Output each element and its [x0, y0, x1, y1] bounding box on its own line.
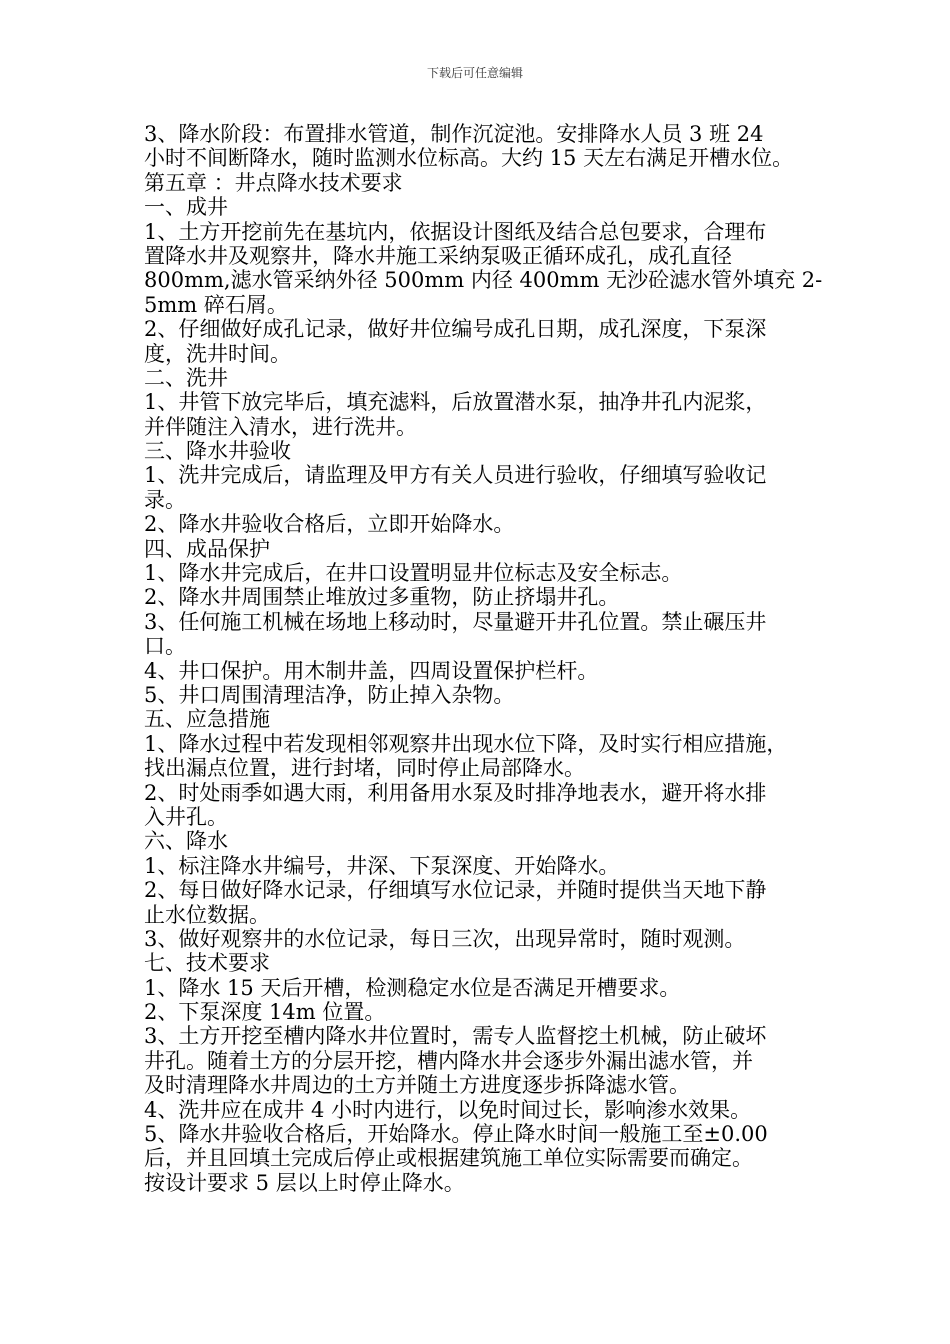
text-line: 1、土方开挖前先在基坑内，依据设计图纸及结合总包要求，合理布: [144, 219, 767, 244]
text-line: 5、降水井验收合格后，开始降水。停止降水时间一般施工至±0.00: [144, 1122, 768, 1147]
text-line: 4、洗井应在成井 4 小时内进行，以免时间过长，影响渗水效果。: [144, 1097, 752, 1122]
text-line: 2、仔细做好成孔记录，做好井位编号成孔日期，成孔深度，下泵深: [144, 317, 767, 342]
section-heading: 六、降水: [144, 829, 228, 854]
text-line: 1、降水井完成后，在井口设置明显井位标志及安全标志。: [144, 561, 683, 586]
text-line: 按设计要求 5 层以上时停止降水。: [144, 1170, 465, 1195]
text-line: 井孔。随着土方的分层开挖，槽内降水井会逐步外漏出滤水管，并: [144, 1048, 753, 1073]
text-line: 2、时处雨季如遇大雨，利用备用水泵及时排净地表水，避开将水排: [144, 780, 767, 805]
text-line: 1、标注降水井编号，井深、下泵深度、开始降水。: [144, 853, 620, 878]
text-line: 及时清理降水井周边的土方并随土方进度逐步拆降滤水管。: [144, 1073, 690, 1098]
text-line: 1、井管下放完毕后，填充滤料，后放置潜水泵，抽净井孔内泥浆，: [144, 390, 767, 415]
document-body: [144, 122, 824, 1195]
text-line: 置降水井及观察井，降水井施工采纳泵吸正循环成孔，成孔直径: [144, 243, 732, 268]
text-line: 入井孔。: [144, 804, 228, 829]
chapter-heading: 第五章 ：井点降水技术要求: [144, 170, 403, 195]
text-line: 5mm 碎石屑。: [144, 292, 288, 317]
text-line: 小时不间断降水，随时监测水位标高。大约 15 天左右满足开槽水位。: [144, 146, 794, 171]
text-line: 2、降水井周围禁止堆放过多重物，防止挤塌井孔。: [144, 585, 620, 610]
text-line: 3、任何施工机械在场地上移动时，尽量避开井孔位置。禁止碾压井: [144, 609, 767, 634]
section-heading: 三、降水井验收: [144, 439, 291, 464]
text-line: 并伴随注入清水，进行洗井。: [144, 414, 417, 439]
text-line: 止水位数据。: [144, 902, 270, 927]
text-line: 1、降水 15 天后开槽，检测稳定水位是否满足开槽要求。: [144, 975, 681, 1000]
text-line: 2、每日做好降水记录，仔细填写水位记录，并随时提供当天地下静: [144, 878, 767, 903]
section-heading: 七、技术要求: [144, 951, 270, 976]
text-line: 3、做好观察井的水位记录，每日三次，出现异常时，随时观测。: [144, 926, 746, 951]
text-line: 3、降水阶段：布置排水管道，制作沉淀池。安排降水人员 3 班 24: [144, 122, 764, 146]
section-heading: 二、洗井: [144, 365, 228, 390]
section-heading: 五、应急措施: [144, 707, 270, 732]
text-line: 1、降水过程中若发现相邻观察井出现水位下降，及时实行相应措施，: [144, 731, 788, 756]
section-heading: 四、成品保护: [144, 536, 270, 561]
text-line: 口。: [144, 634, 186, 659]
text-line: 2、降水井验收合格后，立即开始降水。: [144, 512, 515, 537]
text-line: 后，并且回填土完成后停止或根据建筑施工单位实际需要而确定。: [144, 1146, 753, 1171]
text-line: 度，洗井时间。: [144, 341, 291, 366]
text-line: 2、下泵深度 14m 位置。: [144, 1000, 386, 1025]
text-line: 3、土方开挖至槽内降水井位置时，需专人监督挖土机械，防止破坏: [144, 1024, 767, 1049]
text-line: 5、井口周围清理洁净，防止掉入杂物。: [144, 682, 515, 707]
text-line: 1、洗井完成后，请监理及甲方有关人员进行验收，仔细填写验收记: [144, 463, 767, 488]
text-line: 录。: [144, 487, 186, 512]
text-line: 4、井口保护。用木制井盖，四周设置保护栏杆。: [144, 658, 599, 683]
text-line: 800mm,滤水管采纳外径 500mm 内径 400mm 无沙砼滤水管外填充 2-: [144, 268, 823, 293]
page-header: 下载后可任意编辑: [426, 66, 523, 80]
text-line: 找出漏点位置，进行封堵，同时停止局部降水。: [144, 756, 585, 781]
section-heading: 一、成井: [144, 195, 228, 220]
